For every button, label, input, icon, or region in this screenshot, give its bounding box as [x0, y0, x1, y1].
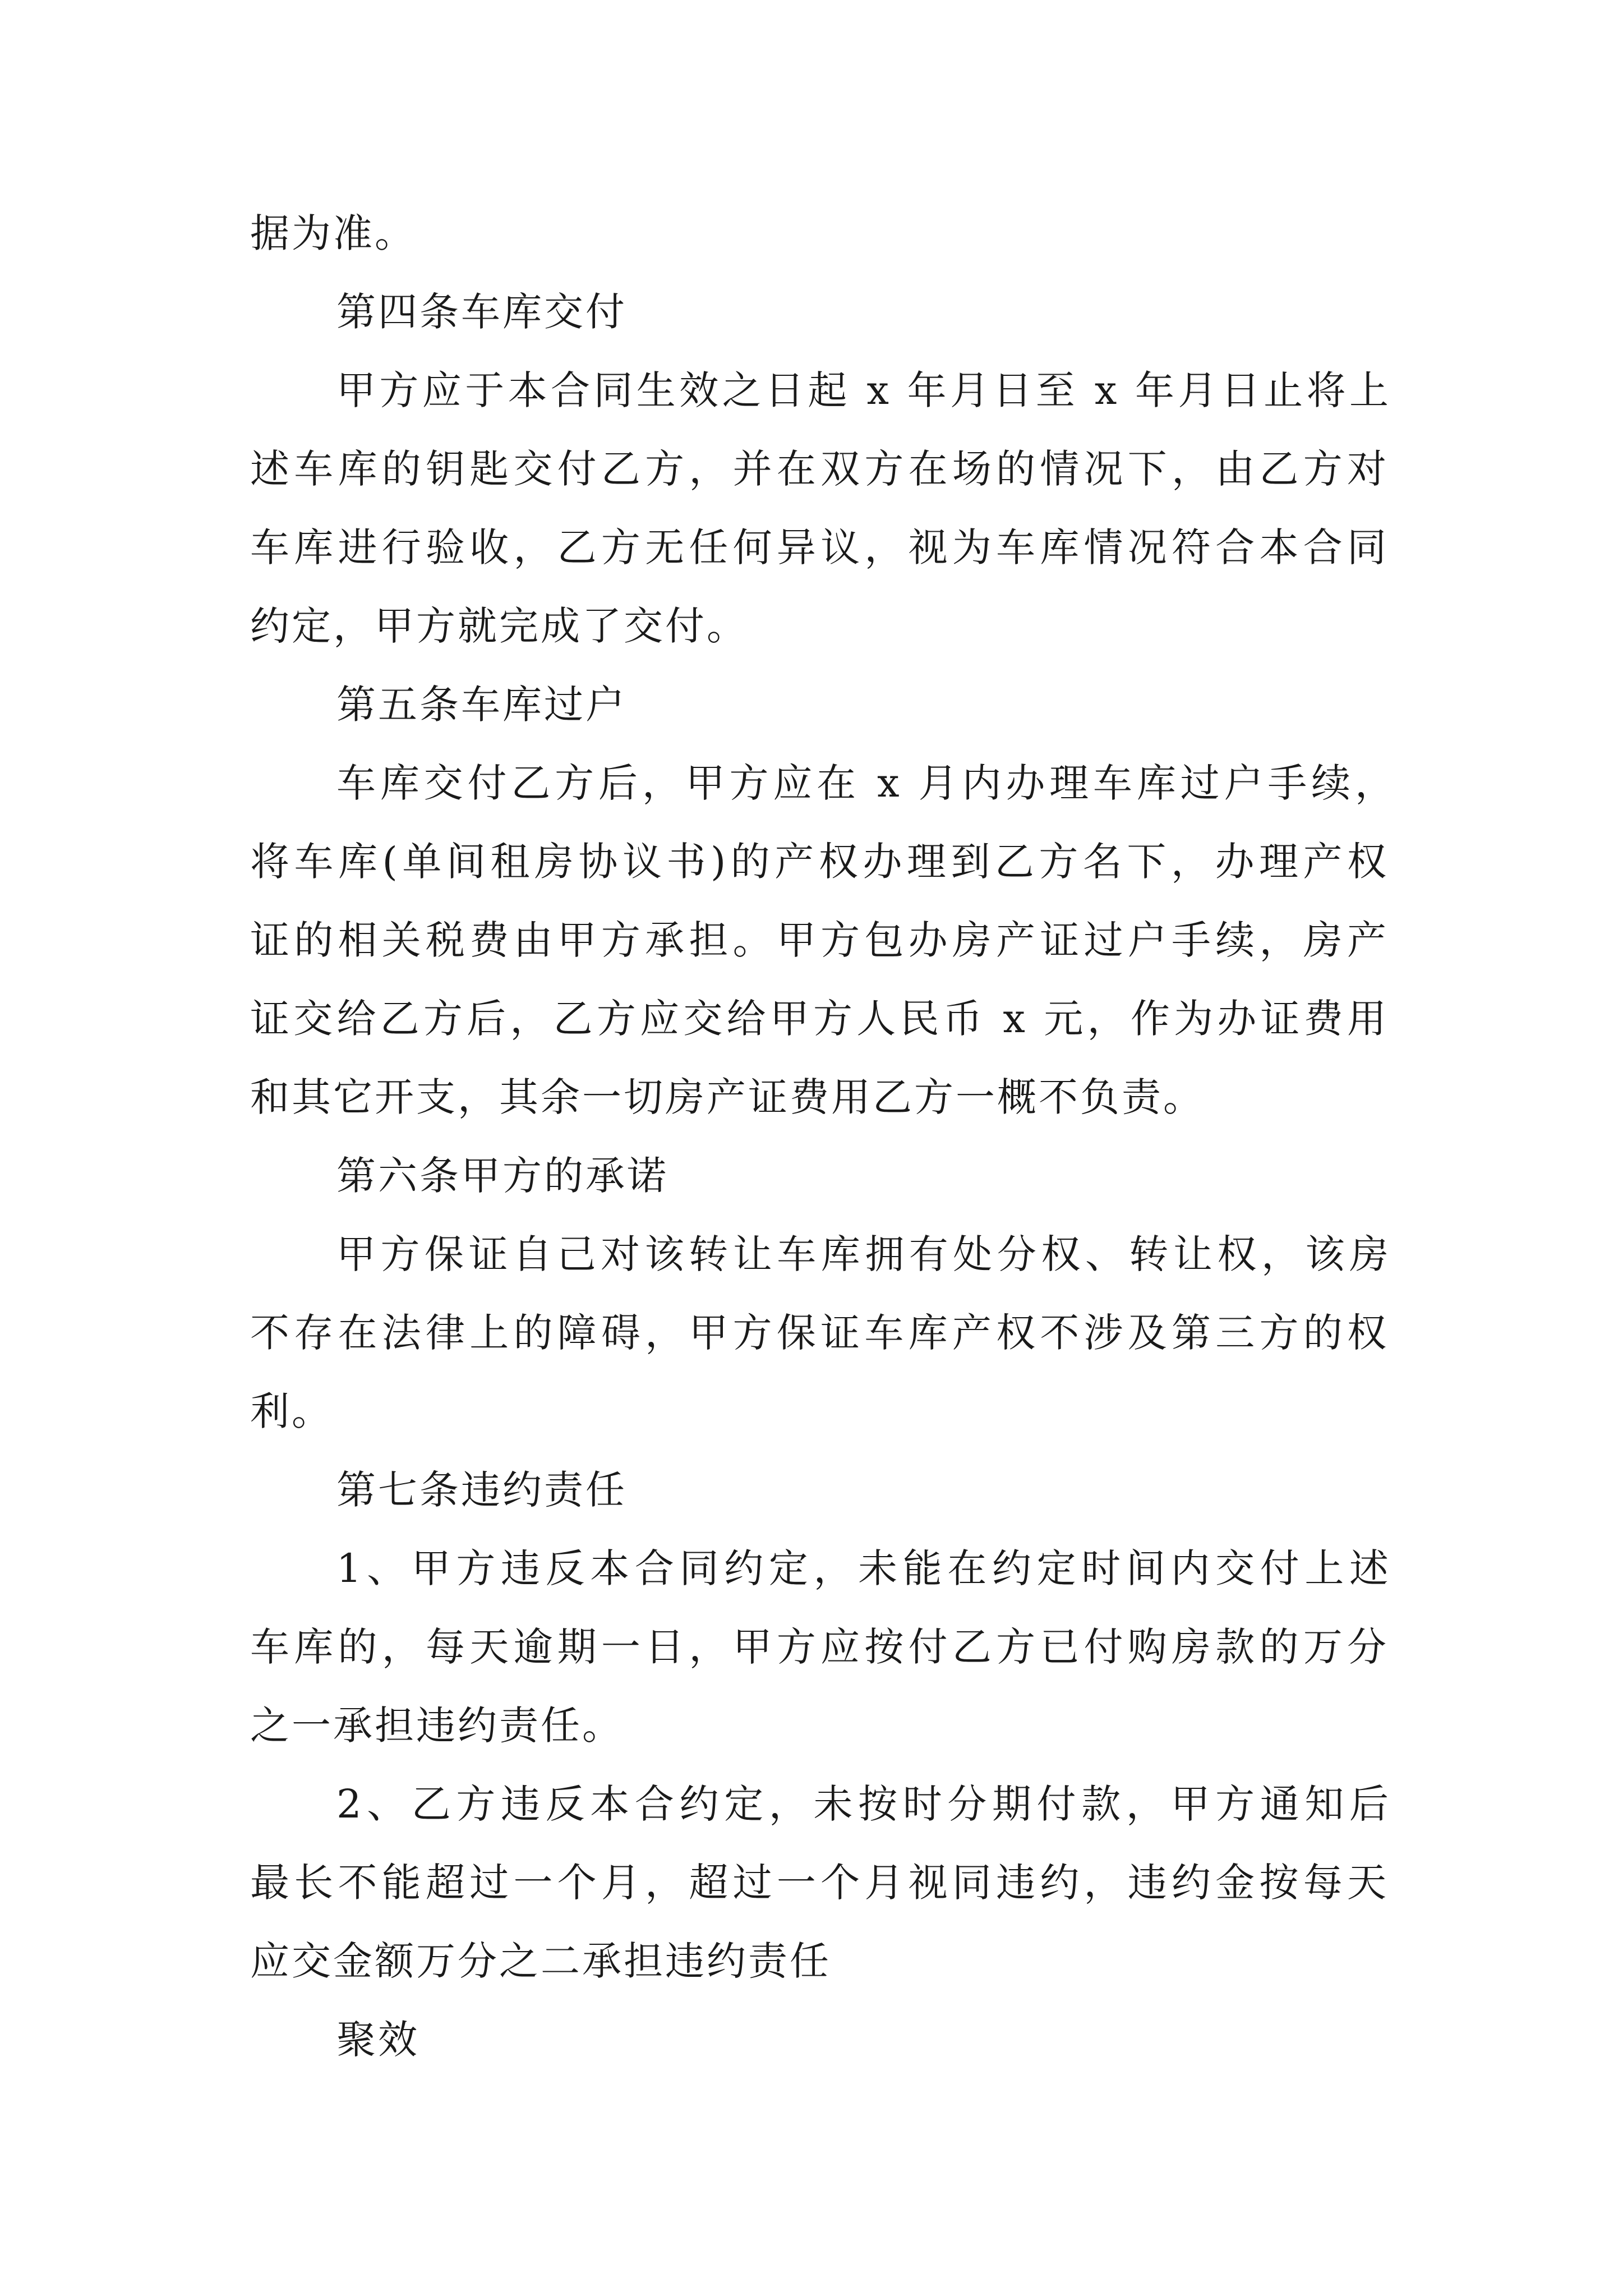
paragraph-line: 甲方应于本合同生效之日起 x 年月日至 x 年月日止将上 [336, 367, 1391, 413]
paragraph-line: 将车库(单间租房协议书)的产权办理到乙方名下，办理产权 [250, 839, 1389, 885]
paragraph-line: 据为准。 [250, 210, 416, 256]
paragraph-line: 聚效 [336, 2017, 419, 2063]
paragraph-line: 之一承担违约责任。 [250, 1703, 624, 1749]
paragraph-line: 应交金额万分之二承担违约责任 [250, 1938, 831, 1984]
paragraph-line: 车库的，每天逾期一日，甲方应按付乙方已付购房款的万分 [250, 1624, 1389, 1670]
paragraph-line: 最长不能超过一个月，超过一个月视同违约，违约金按每天 [250, 1860, 1389, 1906]
section-heading-4: 第四条车库交付 [336, 289, 627, 335]
paragraph-line: 2、乙方违反本合约定，未按时分期付款，甲方通知后 [336, 1781, 1391, 1827]
section-heading-7: 第七条违约责任 [336, 1467, 627, 1513]
paragraph-line: 甲方保证自己对该转让车库拥有处分权、转让权，该房 [336, 1231, 1391, 1277]
paragraph-line: 利。 [250, 1388, 333, 1434]
paragraph-line: 证的相关税费由甲方承担。甲方包办房产证过户手续，房产 [250, 917, 1389, 963]
section-heading-6: 第六条甲方的承诺 [336, 1153, 668, 1199]
paragraph-line: 不存在法律上的障碍，甲方保证车库产权不涉及第三方的权 [250, 1310, 1389, 1356]
paragraph-line: 述车库的钥匙交付乙方，并在双方在场的情况下，由乙方对 [250, 446, 1389, 492]
paragraph-line: 车库交付乙方后，甲方应在 x 月内办理车库过户手续， [336, 760, 1396, 806]
paragraph-line: 证交给乙方后，乙方应交给甲方人民币 x 元，作为办证费用 [250, 996, 1389, 1042]
paragraph-line: 约定，甲方就完成了交付。 [250, 603, 748, 649]
section-heading-5: 第五条车库过户 [336, 682, 627, 728]
paragraph-line: 车库进行验收，乙方无任何异议，视为车库情况符合本合同 [250, 524, 1389, 570]
paragraph-line: 和其它开支，其余一切房产证费用乙方一概不负责。 [250, 1074, 1205, 1120]
paragraph-line: 1、甲方违反本合同约定，未能在约定时间内交付上述 [336, 1545, 1391, 1591]
